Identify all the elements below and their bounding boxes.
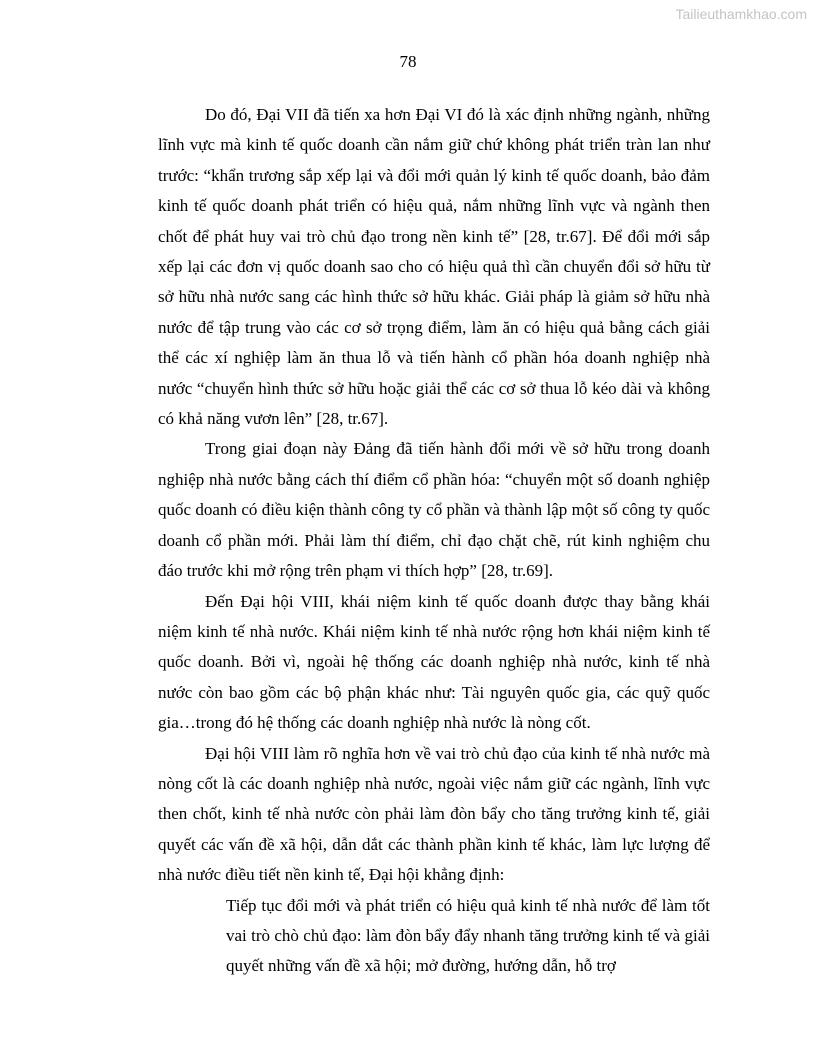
document-body [158, 100, 710, 982]
block-quote: Tiếp tục đổi mới và phát triển có hiệu quả kinh tế nhà nước để làm tốt vai trò chò chủ đạo: làm đòn bẩy đẩy nhanh tăng trưởng kinh tế và giải quyết những vấn đề xã hội; mở đường, hướng dẫn, hỗ trợ [226, 895, 710, 976]
paragraph-2: Trong giai đoạn này Đảng đã tiến hành đổi mới về sở hữu trong doanh nghiệp nhà nước bằng cách thí điểm cổ phần hóa: “chuyển một số doanh nghiệp quốc doanh có điều kiện thành công ty cổ phần và thành lập một số công ty quốc doanh cổ phần mới. Phải làm thí điểm, chỉ đạo chặt chẽ, rút kinh nghiệm chu đáo trước khi mở rộng trên phạm vi thích hợp” [28, tr.69]. [158, 439, 710, 581]
page-number: 78 [399, 52, 417, 71]
paragraph-3: Đến Đại hội VIII, khái niệm kinh tế quốc doanh được thay bằng khái niệm kinh tế nhà nước. Khái niệm kinh tế nhà nước rộng hơn khái niệm kinh tế quốc doanh. Bởi vì, ngoài hệ thống các doanh nghiệp nhà nước, kinh tế nhà nước còn bao gồm các bộ phận khác như: Tài nguyên quốc gia, các quỹ quốc gia…trong đó hệ thống các doanh nghiệp nhà nước là nòng cốt. [158, 591, 710, 733]
paragraph-4: Đại hội VIII làm rõ nghĩa hơn về vai trò chủ đạo của kinh tế nhà nước mà nòng cốt là các doanh nghiệp nhà nước, ngoài việc nắm giữ các ngành, lĩnh vực then chốt, kinh tế nhà nước còn phải làm đòn bẩy cho tăng trưởng kinh tế, giải quyết các vấn đề xã hội, dẫn dắt các thành phần kinh tế khác, làm lực lượng để nhà nước điều tiết nền kinh tế, Đại hội khẳng định: [158, 743, 710, 885]
watermark: Tailieuthamkhao.com [675, 6, 807, 22]
paragraph-1: Do đó, Đại VII đã tiến xa hơn Đại VI đó là xác định những ngành, những lĩnh vực mà kinh tế quốc doanh cần nắm giữ chứ không phát triển tràn lan như trước: “khẩn trương sắp xếp lại và đổi mới quản lý kinh tế quốc doanh, bảo đảm kinh tế quốc doanh phát triển có hiệu quả, nắm những lĩnh vực và ngành then chốt để phát huy vai trò chủ đạo trong nền kinh tế” [28, tr.67]. Để đổi mới sắp xếp lại các đơn vị quốc doanh sao cho có hiệu quả thì cần chuyển đổi sở hữu từ sở hữu nhà nước sang các hình thức sở hữu khác. Giải pháp là giảm sở hữu nhà nước để tập trung vào các cơ sở trọng điểm, làm ăn có hiệu quả bằng cách giải thể các xí nghiệp làm ăn thua lỗ và tiến hành cổ phần hóa doanh nghiệp nhà nước “chuyển hình thức sở hữu hoặc giải thể các cơ sở thua lỗ kéo dài và không có khả năng vươn lên” [28, tr.67]. [158, 105, 710, 429]
